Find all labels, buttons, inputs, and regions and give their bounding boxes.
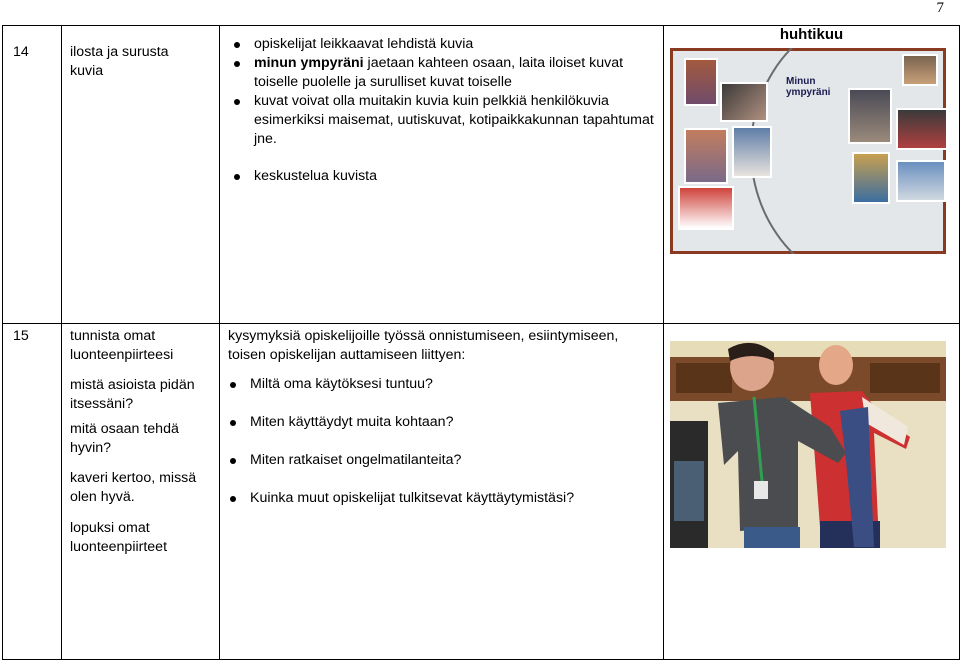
activity-list — [232, 35, 657, 149]
table-row — [3, 26, 960, 324]
list-item: opiskelijat leikkaavat lehdistä kuvia — [232, 35, 657, 54]
month-label: huhtikuu — [779, 26, 844, 43]
board-title: Minun ympyräni — [786, 76, 831, 98]
activity-cell — [220, 26, 664, 324]
activity-cell — [220, 324, 664, 660]
topic-line: kuvia — [70, 63, 104, 79]
page-number: 7 — [936, 0, 944, 16]
topic-block: mitä osaan tehdä hyvin? — [70, 421, 179, 456]
topic-cell — [62, 324, 220, 660]
topic-cell — [62, 26, 220, 324]
lesson-plan-table — [2, 25, 960, 660]
activity-list — [232, 167, 657, 186]
list-item: kuvat voivat olla muitakin kuvia kuin pelkkiä henkilökuvia esimerkiksi maisemat, uutiskuvat, kotipaikkakunnan tapahtumat jne. — [232, 92, 657, 149]
image-cell — [664, 324, 960, 660]
list-item: keskustelua kuvista — [232, 167, 657, 186]
topic-line: ilosta ja surusta — [70, 44, 169, 60]
topic-block: tunnista omat luonteenpiirteesi — [70, 328, 174, 363]
image-cell — [664, 26, 960, 324]
list-item: Miltä oma käytöksesi tuntuu? — [228, 375, 657, 394]
planning-board-photo — [670, 48, 946, 254]
topic-block: kaveri kertoo, missä olen hyvä. — [70, 470, 197, 505]
students-illustration — [670, 341, 946, 548]
list-item: Miten ratkaiset ongelmatilanteita? — [228, 451, 657, 470]
list-item: Kuinka muut opiskelijat tulkitsevat käyttäytymistäsi? — [228, 489, 657, 508]
row-number: 14 — [3, 26, 62, 324]
list-item: minun ympyräni jaetaan kahteen osaan, laita iloiset kuvat toiselle puolelle ja surulliset kuvat toiselle — [232, 54, 657, 92]
students-photo — [670, 341, 946, 548]
list-item: Miten käyttäydyt muita kohtaan? — [228, 413, 657, 432]
intro-text: kysymyksiä opiskelijoille työssä onnistumiseen, esiintymiseen, toisen opiskelijan auttamiseen liittyen: — [228, 328, 619, 363]
question-list — [228, 375, 657, 508]
row-number: 15 — [3, 324, 62, 660]
topic-block: mistä asioista pidän itsessäni? — [70, 377, 195, 412]
emphasis-text: minun ympyräni — [254, 55, 364, 71]
table-row — [3, 324, 960, 660]
topic-block: lopuksi omat luonteenpiirteet — [70, 520, 168, 555]
